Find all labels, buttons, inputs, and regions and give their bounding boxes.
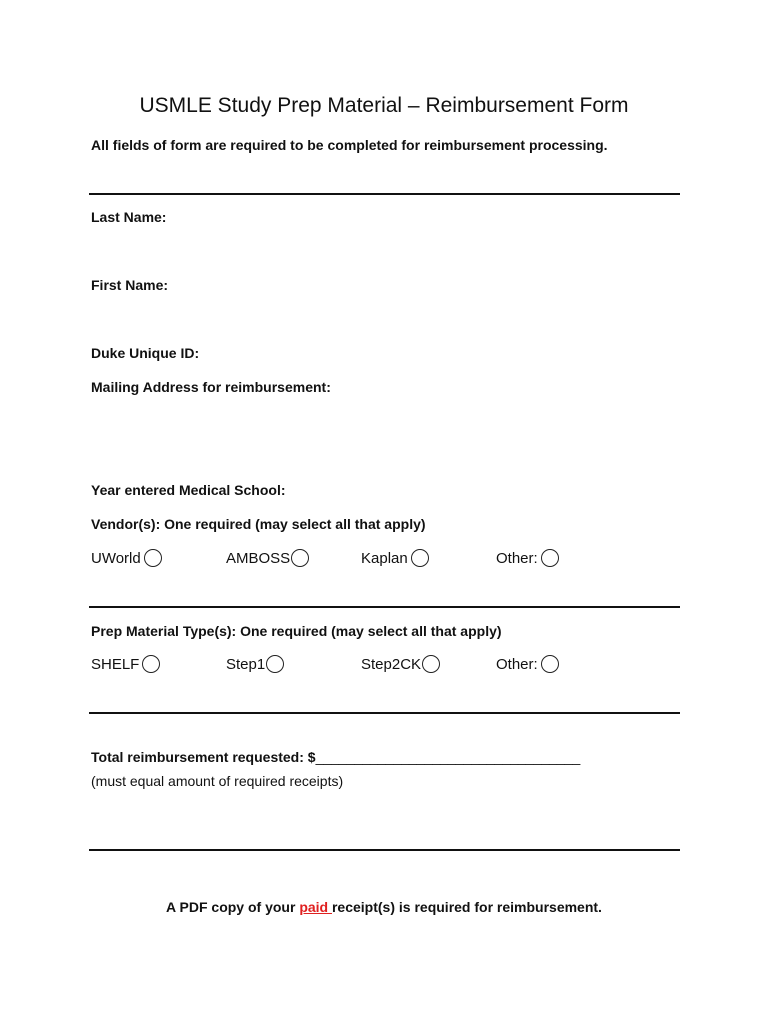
- vendor-kaplan-radio[interactable]: [411, 549, 429, 567]
- total-reimbursement-field[interactable]: [91, 749, 580, 765]
- prep-option-step1[interactable]: [226, 655, 284, 673]
- last-name-label: Last Name:: [91, 209, 167, 225]
- vendor-other-radio[interactable]: [541, 549, 559, 567]
- prep-shelf-radio[interactable]: [142, 655, 160, 673]
- divider-prep-types: [89, 712, 680, 714]
- vendor-amboss-radio[interactable]: [291, 549, 309, 567]
- prep-step1-label: Step1: [226, 655, 266, 673]
- prep-option-other[interactable]: [496, 655, 559, 673]
- vendor-uworld-radio[interactable]: [144, 549, 162, 567]
- total-amount-blank[interactable]: __________________________________: [315, 749, 581, 765]
- duke-id-label: Duke Unique ID:: [91, 345, 200, 361]
- total-reimbursement-label: Total reimbursement requested: $: [91, 749, 316, 765]
- footer-text-after: receipt(s) is required for reimbursement.: [331, 899, 602, 915]
- prep-type-heading: Prep Material Type(s): One required (may select all that apply): [91, 623, 502, 639]
- footer-notice: [0, 899, 768, 915]
- vendor-amboss-label: AMBOSS: [226, 549, 291, 567]
- vendor-other-label: Other:: [496, 549, 538, 567]
- vendor-option-uworld[interactable]: [91, 549, 162, 567]
- prep-step1-radio[interactable]: [266, 655, 284, 673]
- prep-option-step2ck[interactable]: [361, 655, 440, 673]
- vendor-uworld-label: UWorld: [91, 549, 141, 567]
- prep-other-radio[interactable]: [541, 655, 559, 673]
- required-notice: All fields of form are required to be completed for reimbursement processing.: [91, 137, 608, 153]
- receipts-note: (must equal amount of required receipts): [91, 773, 344, 789]
- prep-shelf-label: SHELF: [91, 655, 140, 673]
- vendor-option-other[interactable]: [496, 549, 559, 567]
- footer-text-before: A PDF copy of your: [166, 899, 300, 915]
- year-entered-label: Year entered Medical School:: [91, 482, 286, 498]
- vendor-kaplan-label: Kaplan: [361, 549, 408, 567]
- prep-option-shelf[interactable]: [91, 655, 160, 673]
- vendor-heading: Vendor(s): One required (may select all that apply): [91, 516, 426, 532]
- prep-step2ck-label: Step2CK: [361, 655, 422, 673]
- mailing-address-label: Mailing Address for reimbursement:: [91, 379, 331, 395]
- vendor-option-amboss[interactable]: [226, 549, 309, 567]
- divider-bottom: [89, 849, 680, 851]
- vendor-option-kaplan[interactable]: [361, 549, 429, 567]
- divider-top: [89, 193, 680, 195]
- divider-vendors: [89, 606, 680, 608]
- footer-paid-emphasis: paid: [299, 899, 332, 915]
- prep-other-label: Other:: [496, 655, 538, 673]
- prep-step2ck-radio[interactable]: [422, 655, 440, 673]
- first-name-label: First Name:: [91, 277, 169, 293]
- form-title: USMLE Study Prep Material – Reimbursement Form: [139, 94, 629, 117]
